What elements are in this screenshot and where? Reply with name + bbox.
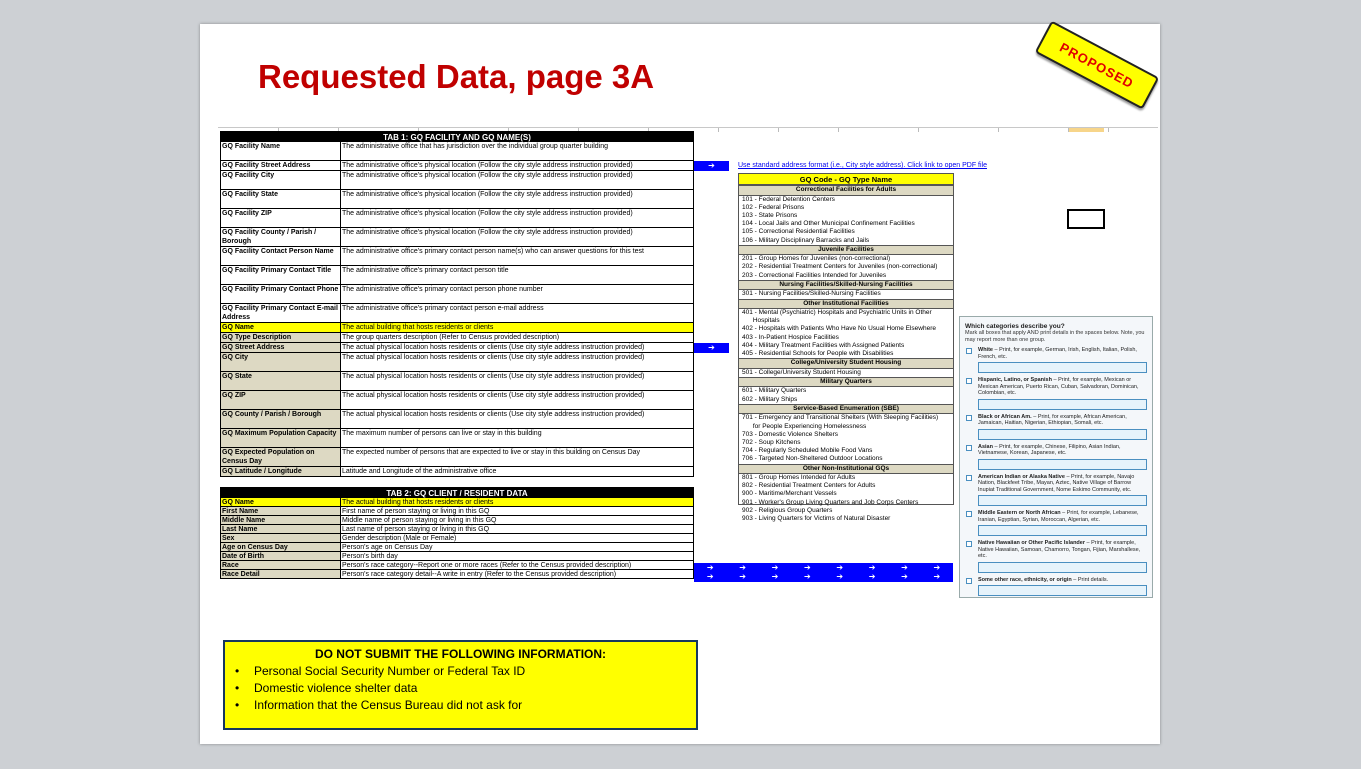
row-description: First name of person staying or living in this GQ (342, 508, 490, 515)
tab2-header: TAB 2: GQ CLIENT / RESIDENT DATA (220, 487, 694, 498)
selected-column-header (1068, 128, 1104, 132)
gq-code-item: 703 - Domestic Violence Shelters (742, 430, 838, 438)
table-row[interactable] (220, 448, 694, 467)
race-option (965, 347, 1147, 373)
row-description: The administrative office's primary contact person name(s) who can answer questions for this test (342, 248, 644, 255)
race-option-text (978, 414, 1147, 427)
row-label: GQ Name (221, 323, 341, 332)
race-option-text (978, 377, 1147, 397)
race-option (965, 510, 1147, 536)
race-write-in-field[interactable] (978, 429, 1147, 440)
row-description: The administrative office's physical location (Follow the city style address instruction provided) (342, 210, 633, 217)
row-description: The administrative office's physical location (Follow the city style address instruction provided) (342, 162, 633, 169)
race-option-detail: – Print, for example, Mexican or Mexican American, Puerto Rican, Cuban, Salvadoran, Dominican, Colombian, etc. (978, 377, 1139, 396)
row-label: GQ State (221, 372, 341, 390)
race-option-name: Black or African Am. (978, 413, 1032, 420)
table-row[interactable] (220, 190, 694, 209)
gq-code-item: 602 - Military Ships (742, 395, 798, 403)
gq-code-item: 601 - Military Quarters (742, 387, 807, 395)
race-checkbox[interactable] (966, 541, 972, 547)
row-label: GQ Facility Primary Contact Title (221, 266, 341, 284)
gq-code-item: 403 - In-Patient Hospice Facilities (742, 333, 839, 341)
row-label: GQ Facility Primary Contact Phone (221, 285, 341, 303)
race-option (965, 474, 1147, 507)
row-description: The actual building that hosts residents or clients (341, 323, 693, 332)
arrow-cell-gq-address[interactable] (694, 343, 729, 353)
row-label: GQ Facility Contact Person Name (221, 247, 341, 265)
column-divider (718, 128, 719, 132)
row-label: GQ Facility City (221, 171, 341, 189)
race-write-in-field[interactable] (978, 459, 1147, 470)
race-option-text (978, 510, 1147, 523)
column-divider (918, 128, 919, 132)
gq-code-header: GQ Code - GQ Type Name (739, 174, 953, 185)
race-option-text (978, 347, 1147, 360)
race-write-in-field[interactable] (978, 362, 1147, 373)
do-not-submit-box (223, 640, 698, 730)
gq-code-item: 704 - Regularly Scheduled Mobile Food Vans (742, 447, 873, 455)
race-option-detail: – Print, for example, Native Hawaiian, Samoan, Chamorro, Tongan, Fijian, Marshallese, etc. (978, 540, 1141, 559)
row-description: Latitude and Longitude of the administrative office (342, 468, 497, 475)
row-description: Middle name of person staying or living in this GQ (342, 517, 497, 524)
race-checkbox[interactable] (966, 511, 972, 517)
gq-code-item: 801 - Group Homes Intended for Adults (742, 474, 856, 482)
gq-code-item: 802 - Residential Treatment Centers for Adults (742, 482, 876, 490)
arrow-icon: ➔ (836, 572, 844, 581)
row-description: The administrative office's primary contact person phone number (342, 286, 543, 293)
row-description: The group quarters description (Refer to Census provided description) (342, 334, 560, 341)
gq-code-item: 201 - Group Homes for Juveniles (non-correctional) (742, 255, 891, 263)
arrow-icon: ➔ (868, 563, 876, 572)
gq-code-item: 900 - Maritime/Merchant Vessels (742, 490, 837, 498)
race-option-text (978, 540, 1147, 560)
table-row[interactable] (220, 543, 694, 552)
gq-code-item: 706 - Targeted Non-Sheltered Outdoor Locations (742, 455, 883, 463)
gq-code-item: 203 - Correctional Facilities Intended for Juveniles (742, 271, 887, 279)
gq-section-header: Military Quarters (739, 377, 953, 388)
race-question: Which categories describe you? (965, 323, 1065, 330)
arrow-icon: ➔ (708, 343, 715, 352)
table-row[interactable] (220, 498, 694, 507)
row-label: Middle Name (221, 516, 341, 524)
gq-section-header: Nursing Facilities/Skilled-Nursing Facilities (739, 280, 953, 291)
address-format-link[interactable]: Use standard address format (i.e., City style address). Click link to open PDF file (738, 162, 987, 169)
race-write-in-field[interactable] (978, 525, 1147, 536)
row-label: Last Name (221, 525, 341, 533)
row-label: Age on Census Day (221, 543, 341, 551)
race-option-name: Asian (978, 443, 993, 450)
stamp-label: PROPOSED (1057, 39, 1137, 91)
table-row[interactable] (220, 391, 694, 410)
row-description: Person's birth day (342, 553, 398, 560)
race-option-detail: – Print, for example, German, Irish, English, Italian, Polish, French, etc. (978, 347, 1137, 360)
gq-code-item: 402 - Hospitals with Patients Who Have No Usual Home Elsewhere (742, 325, 937, 333)
race-option-name: Native Hawaiian or Other Pacific Islander (978, 540, 1085, 546)
row-description: Person's age on Census Day (342, 544, 433, 551)
race-checkbox[interactable] (966, 445, 972, 451)
table-row[interactable] (220, 561, 694, 570)
gq-section-header: Service-Based Enumeration (SBE) (739, 404, 953, 415)
gq-code-item: 501 - College/University Student Housing (742, 368, 861, 376)
race-option-name: White (978, 347, 993, 353)
arrow-cell-facility-address[interactable] (694, 161, 729, 171)
row-description: The administrative office's primary contact person title (342, 267, 509, 274)
table-row[interactable] (220, 247, 694, 266)
race-option (965, 577, 1147, 597)
gq-section-header: Other Non-Institutional GQs (739, 464, 953, 475)
arrow-icon: ➔ (901, 572, 908, 581)
row-description: The actual physical location hosts residents or clients (Use city style address instruction provided) (342, 392, 645, 399)
arrow-icon: ➔ (836, 563, 844, 572)
race-option-name: American Indian or Alaska Native (978, 473, 1065, 480)
gq-code-item: 202 - Residential Treatment Centers for Juveniles (non-correctional) (742, 263, 938, 271)
gq-code-item: 105 - Correctional Residential Facilities (742, 228, 855, 236)
race-option-detail: – Print details. (1071, 576, 1109, 583)
gq-code-table (738, 173, 954, 523)
gq-section-header: College/University Student Housing (739, 358, 953, 369)
race-checkbox[interactable] (966, 578, 972, 584)
arrow-icon: ➔ (706, 563, 714, 572)
race-write-in-field[interactable] (978, 399, 1147, 410)
row-label: GQ ZIP (221, 391, 341, 409)
row-label: Sex (221, 534, 341, 542)
gq-code-item: for People Experiencing Homelessness (742, 422, 867, 430)
row-description: The administrative office's physical location (Follow the city style address instruction provided) (342, 229, 633, 236)
warning-item: • Information that the Census Bureau did not ask for (235, 697, 686, 714)
gq-section-header: Juvenile Facilities (739, 245, 953, 256)
race-instruction: Mark all boxes that apply AND print details in the spaces below. Note, you may report more than one group. (965, 330, 1145, 343)
row-label: GQ Facility Name (221, 142, 341, 160)
arrow-row (694, 572, 953, 581)
arrow-icon: ➔ (803, 563, 811, 572)
race-option-text (978, 577, 1147, 584)
row-description: Person's race category detail--A write in entry (Refer to the Census provided description) (342, 571, 617, 578)
table-row[interactable] (220, 333, 694, 343)
table-row[interactable] (220, 285, 694, 304)
gq-code-item: 103 - State Prisons (742, 211, 798, 219)
table-row[interactable] (220, 507, 694, 516)
table-row[interactable] (220, 209, 694, 228)
row-description: Last name of person staying or living in this GQ (342, 526, 490, 533)
warning-item: • Personal Social Security Number or Federal Tax ID (235, 663, 686, 680)
race-option (965, 377, 1147, 410)
table-row[interactable] (220, 142, 694, 161)
race-option (965, 444, 1147, 470)
race-option-name: Hispanic, Latino, or Spanish (978, 377, 1052, 383)
row-label: Race Detail (221, 570, 341, 578)
race-option-text (978, 474, 1147, 494)
warning-item: • Domestic violence shelter data (235, 680, 686, 697)
race-write-in-field[interactable] (978, 495, 1147, 506)
table-row[interactable] (220, 353, 694, 372)
column-divider (998, 128, 999, 132)
row-description: The actual physical location hosts residents or clients (Use city style address instruction provided) (342, 373, 645, 380)
race-option-detail: – Print, for example, Lebanese, Iranian, Egyptian, Syrian, Moroccan, Algerian, etc. (978, 510, 1139, 523)
race-option-detail: – Print, for example, Navajo Nation, Blackfeet Tribe, Mayan, Aztec, Native Village of Barrow Inupiat Traditional Government, Nome Eskimo Community, etc. (978, 473, 1135, 493)
race-option-name: Some other race, ethnicity, or origin (978, 576, 1072, 583)
tab1-table (220, 131, 694, 477)
arrow-icon: ➔ (706, 572, 714, 581)
table-row[interactable] (220, 266, 694, 285)
gq-code-item: 702 - Soup Kitchens (742, 438, 801, 446)
gq-code-item: 903 - Living Quarters for Victims of Natural Disaster (742, 515, 891, 523)
arrow-icon: ➔ (739, 563, 746, 572)
table-row[interactable] (220, 534, 694, 543)
gq-code-item: 102 - Federal Prisons (742, 203, 805, 211)
race-option-name: Middle Eastern or North African (978, 510, 1061, 516)
gq-section-header: Correctional Facilities for Adults (739, 185, 953, 196)
race-arrow-band[interactable] (694, 563, 953, 582)
arrow-icon: ➔ (933, 563, 941, 572)
warning-list (235, 663, 686, 714)
table-row[interactable] (220, 228, 694, 247)
tab2-table (220, 487, 694, 579)
race-option-detail: – Print, for example, African American, Jamaican, Haitian, Nigerian, Ethiopian, Somali, etc. (978, 413, 1127, 426)
row-label: GQ Facility State (221, 190, 341, 208)
column-divider (1068, 128, 1069, 132)
cell-selection-box[interactable] (1067, 209, 1105, 229)
race-option (965, 414, 1147, 440)
table-row[interactable] (220, 570, 694, 579)
row-description: The actual building that hosts residents or clients (341, 498, 693, 506)
table-row[interactable] (220, 304, 694, 323)
row-description: The administrative office's physical location (Follow the city style address instruction provided) (342, 172, 633, 179)
row-label: GQ Latitude / Longitude (221, 467, 341, 476)
column-divider (1108, 128, 1109, 132)
race-checkbox[interactable] (966, 415, 972, 421)
gq-code-item: 401 - Mental (Psychiatric) Hospitals and Psychiatric Units in Other (742, 309, 932, 317)
table-row[interactable] (220, 552, 694, 561)
row-description: The actual physical location hosts residents or clients (Use city style address instruction provided) (342, 354, 645, 361)
arrow-icon: ➔ (901, 563, 908, 572)
arrow-icon: ➔ (868, 572, 876, 581)
row-description: The actual physical location hosts residents or clients (Use city style address instruction provided) (342, 411, 645, 418)
race-question-form (959, 316, 1153, 598)
row-description: Person's race category--Report one or more races (Refer to the Census provided description) (342, 562, 632, 569)
arrow-icon: ➔ (771, 572, 779, 581)
gq-code-item: 902 - Religious Group Quarters (742, 506, 833, 514)
row-label: GQ Name (221, 498, 341, 506)
table-row[interactable] (220, 343, 694, 353)
row-label: GQ Facility County / Parish / Borough (221, 228, 341, 246)
table-row[interactable] (220, 516, 694, 525)
gq-code-item: 101 - Federal Detention Centers (742, 195, 835, 203)
row-label: GQ County / Parish / Borough (221, 410, 341, 428)
row-label: Race (221, 561, 341, 569)
warning-title: DO NOT SUBMIT THE FOLLOWING INFORMATION: (314, 647, 607, 661)
row-label: GQ City (221, 353, 341, 371)
gq-code-item: 901 - Worker's Group Living Quarters and Job Corps Centers (742, 498, 919, 506)
race-option (965, 540, 1147, 573)
arrow-icon: ➔ (933, 572, 941, 581)
row-label: GQ Facility Primary Contact E-mail Address (221, 304, 341, 322)
table-row[interactable] (220, 429, 694, 448)
table-row[interactable] (220, 410, 694, 429)
race-checkbox[interactable] (966, 348, 972, 354)
gq-code-item: Hospitals (742, 317, 780, 325)
row-label: GQ Facility ZIP (221, 209, 341, 227)
gq-code-item: 404 - Military Treatment Facilities with Assigned Patients (742, 341, 905, 349)
arrow-icon: ➔ (803, 572, 811, 581)
table-row[interactable] (220, 323, 694, 333)
column-divider (778, 128, 779, 132)
gq-section-header: Other Institutional Facilities (739, 299, 953, 310)
arrow-icon: ➔ (739, 572, 746, 581)
row-label: GQ Street Address (221, 343, 341, 352)
page-title: Requested Data, page 3A (258, 58, 655, 95)
tab1-header: TAB 1: GQ FACILITY AND GQ NAME(S) (220, 131, 694, 142)
gq-code-item: 405 - Residential Schools for People with Disabilities (742, 350, 894, 358)
arrow-icon: ➔ (771, 563, 779, 572)
row-description: The expected number of persons that are expected to live or stay in this building on Census Day (342, 449, 641, 456)
arrow-row (694, 563, 953, 572)
race-option-text (978, 444, 1147, 457)
gq-code-item: 701 - Emergency and Transitional Shelters (With Sleeping Facilities) (742, 414, 939, 422)
race-checkbox[interactable] (966, 475, 972, 481)
race-write-in-field[interactable] (978, 585, 1147, 596)
race-option-detail: – Print, for example, Chinese, Filipino, Asian Indian, Vietnamese, Korean, Japanese, etc. (978, 443, 1121, 456)
race-checkbox[interactable] (966, 378, 972, 384)
arrow-icon: ➔ (708, 161, 715, 170)
row-label: GQ Type Description (221, 333, 341, 342)
table-row[interactable] (220, 372, 694, 391)
gq-code-item: 104 - Local Jails and Other Municipal Confinement Facilities (742, 220, 915, 228)
row-label: First Name (221, 507, 341, 515)
race-write-in-field[interactable] (978, 562, 1147, 573)
row-description: Gender description (Male or Female) (342, 535, 457, 542)
table-row[interactable] (220, 161, 694, 171)
row-label: GQ Facility Street Address (221, 161, 341, 170)
row-description: The actual physical location hosts residents or clients (Use city style address instruction provided) (342, 344, 645, 351)
gq-code-item: 301 - Nursing Facilities/Skilled-Nursing Facilities (742, 290, 881, 298)
row-description: The administrative office's primary contact person e-mail address (342, 305, 544, 312)
row-label: Date of Birth (221, 552, 341, 560)
table-row[interactable] (220, 171, 694, 190)
table-row[interactable] (220, 525, 694, 534)
row-description: The administrative office's physical location (Follow the city style address instruction provided) (342, 191, 633, 198)
gq-code-item: 106 - Military Disciplinary Barracks and Jails (742, 236, 870, 244)
row-label: GQ Expected Population on Census Day (221, 448, 341, 466)
column-divider (838, 128, 839, 132)
table-row[interactable] (220, 467, 694, 477)
row-description: The administrative office that has jurisdiction over the individual group quarter building (342, 143, 609, 150)
row-label: GQ Maximum Population Capacity (221, 429, 341, 447)
row-description: The maximum number of persons can live or stay in this building (342, 430, 542, 437)
